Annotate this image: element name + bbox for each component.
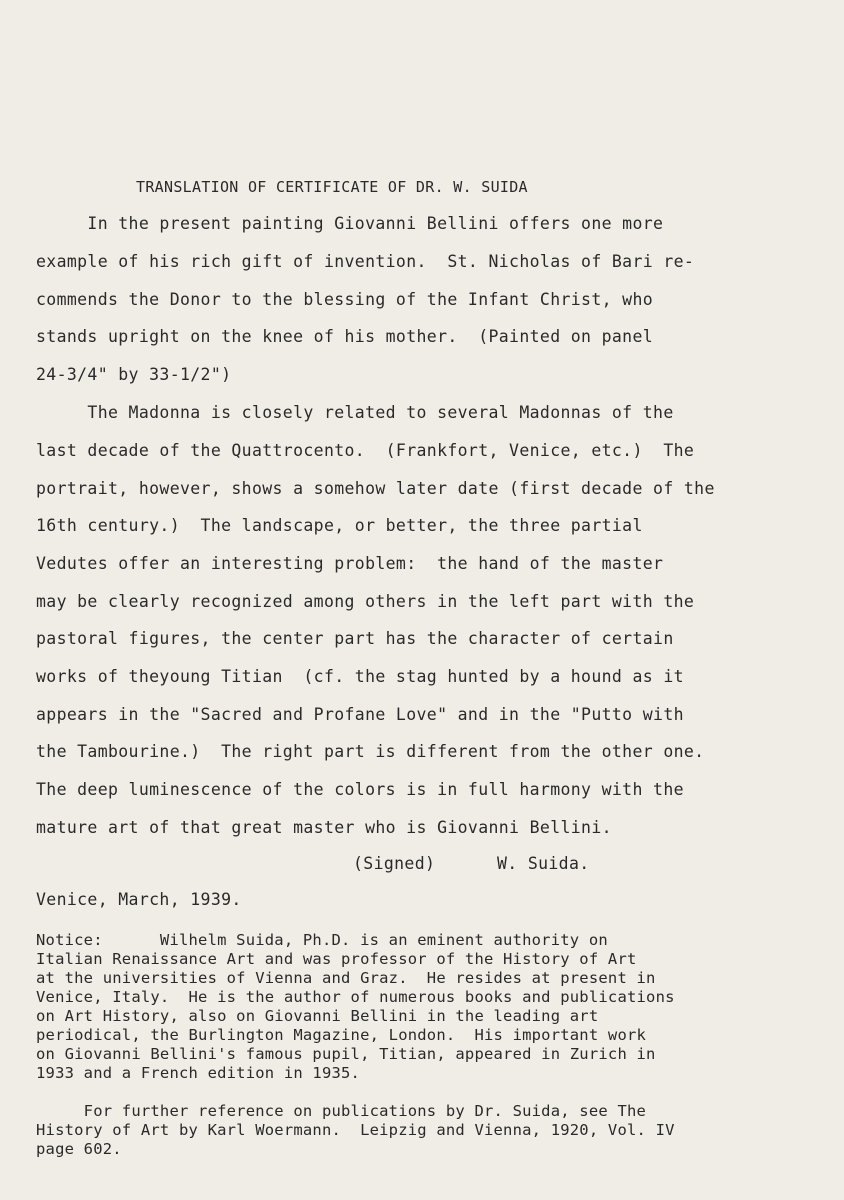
notice-line: at the universities of Vienna and Graz. He resides at present in — [36, 969, 656, 987]
text-line: The deep luminescence of the colors is in full harmony with the — [36, 780, 684, 799]
text-line: pastoral figures, the center part has the character of certain — [36, 629, 674, 648]
text-line: The Madonna is closely related to several Madonnas of the — [36, 403, 674, 422]
text-line: portrait, however, shows a somehow later date (first decade of the — [36, 479, 715, 498]
text-line: appears in the "Sacred and Profane Love" and in the "Putto with — [36, 705, 684, 724]
notice-line: on Giovanni Bellini's famous pupil, Titian, appeared in Zurich in — [36, 1045, 656, 1063]
text-line: In the present painting Giovanni Bellini offers one more — [36, 214, 664, 233]
notice-line: periodical, the Burlington Magazine, London. His important work — [36, 1026, 647, 1044]
text-line: last decade of the Quattrocento. (Frankfort, Venice, etc.) The — [36, 441, 695, 460]
text-line: the Tambourine.) The right part is different from the other one. — [36, 742, 705, 761]
text-line: 16th century.) The landscape, or better, the three partial — [36, 516, 643, 535]
notice-line: on Art History, also on Giovanni Bellini in the leading art — [36, 1007, 599, 1025]
text-line: Vedutes offer an interesting problem: the hand of the master — [36, 554, 664, 573]
notice-line: 1933 and a French edition in 1935. — [36, 1064, 361, 1082]
reference-line: page 602. — [36, 1140, 122, 1158]
text-line: mature art of that great master who is Giovanni Bellini. — [36, 818, 612, 837]
notice-line: Notice: Wilhelm Suida, Ph.D. is an eminent authority on — [36, 931, 608, 949]
document-title: TRANSLATION OF CERTIFICATE OF DR. W. SUIDA — [136, 178, 528, 196]
text-line: example of his rich gift of invention. St. Nicholas of Bari re- — [36, 252, 695, 271]
text-line: works of theyoung Titian (cf. the stag hunted by a hound as it — [36, 667, 684, 686]
notice-line: Italian Renaissance Art and was professor of the History of Art — [36, 950, 637, 968]
reference-line: History of Art by Karl Woermann. Leipzig and Vienna, 1920, Vol. IV — [36, 1121, 675, 1139]
text-line: commends the Donor to the blessing of the Infant Christ, who — [36, 290, 654, 309]
notice-line: Venice, Italy. He is the author of numerous books and publications — [36, 988, 675, 1006]
text-line: stands upright on the knee of his mother. (Painted on panel — [36, 327, 654, 346]
text-line: 24-3/4" by 33-1/2") — [36, 365, 232, 384]
place-date: Venice, March, 1939. — [36, 890, 242, 909]
reference-line: For further reference on publications by Dr. Suida, see The — [36, 1102, 647, 1120]
signature: (Signed) W. Suida. — [353, 854, 590, 873]
text-line: may be clearly recognized among others in the left part with the — [36, 592, 695, 611]
